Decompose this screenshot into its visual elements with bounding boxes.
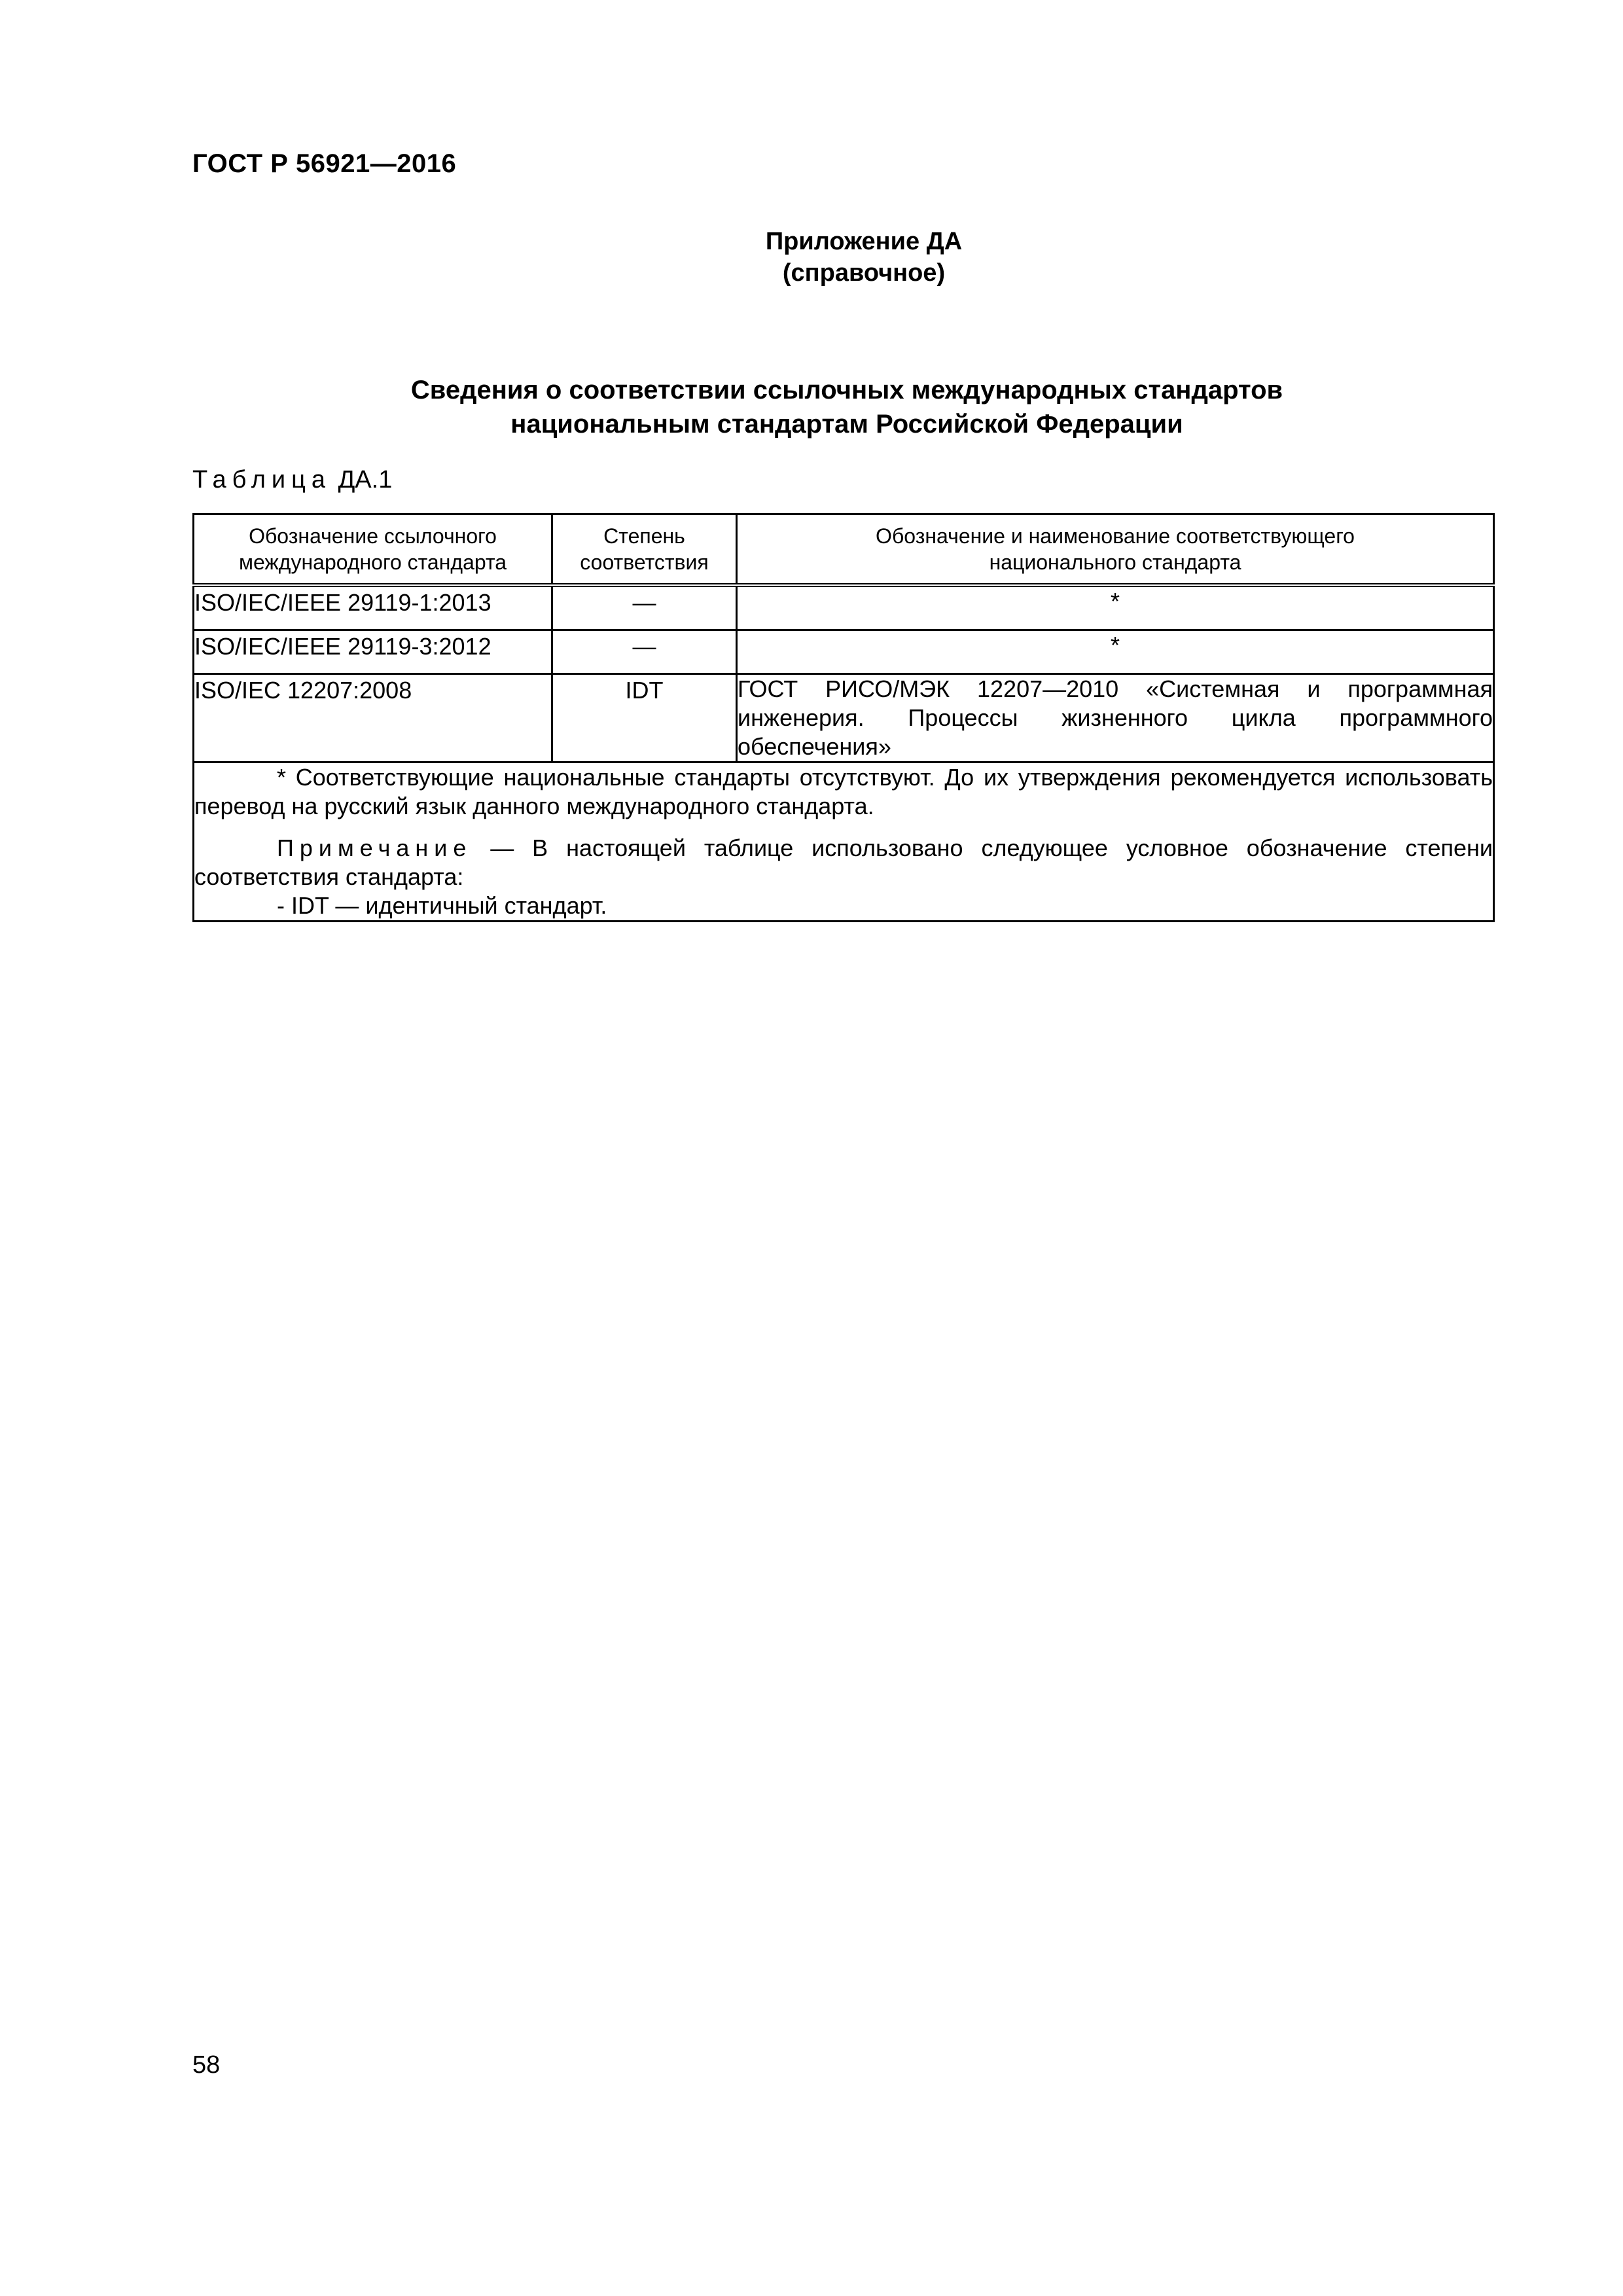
standards-correspondence-table xyxy=(192,513,1495,922)
section-title-line-2: национальным стандартам Российской Федерации xyxy=(510,410,1183,439)
cell-national-standard: * xyxy=(737,630,1494,674)
header-col3-line-2: национального стандарта xyxy=(989,550,1241,574)
note-item-idt: - IDT — идентичный стандарт. xyxy=(277,892,607,919)
header-col1-line-2: международного стандарта xyxy=(238,550,507,574)
appendix-kind: (справочное) xyxy=(782,259,946,287)
cell-international-standard: ISO/IEC/IEEE 29119-1:2013 xyxy=(194,585,552,630)
cell-degree: IDT xyxy=(552,674,737,762)
header-col2-line-1: Степень xyxy=(603,524,685,548)
table-footnote-cell xyxy=(194,762,1494,922)
cell-degree: — xyxy=(552,585,737,630)
header-national-standard xyxy=(737,514,1494,586)
footnote-text: * Соответствующие национальные стандарты отсутствуют. До их утверждения рекомендуется использовать перевод на русский язык данного международного стандарта. xyxy=(194,764,1493,819)
table-caption-number: ДА.1 xyxy=(338,466,393,493)
cell-national-standard: ГОСТ РИСО/МЭК 12207—2010 «Системная и программная инженерия. Процессы жизненного цикла программного обеспечения» xyxy=(737,674,1494,762)
table-footnote-row xyxy=(194,762,1494,922)
table-caption xyxy=(192,466,392,494)
header-col2-line-2: соответствия xyxy=(580,550,709,574)
note-label: Примечание xyxy=(277,834,473,861)
cell-international-standard: ISO/IEC/IEEE 29119-3:2012 xyxy=(194,630,552,674)
page-number: 58 xyxy=(192,2051,221,2079)
table-row xyxy=(194,630,1494,674)
table-row xyxy=(194,674,1494,762)
section-title-line-1: Сведения о соответствии ссылочных международных стандартов xyxy=(410,376,1283,404)
note-paragraph xyxy=(194,834,1493,891)
header-col3-line-1: Обозначение и наименование соответствующего xyxy=(876,524,1355,548)
appendix-title: Приложение ДА xyxy=(765,228,963,255)
cell-international-standard: ISO/IEC 12207:2008 xyxy=(194,674,552,762)
appendix-heading xyxy=(694,226,1034,289)
header-international-standard xyxy=(194,514,552,586)
table-header-row xyxy=(194,514,1494,586)
header-degree-of-correspondence xyxy=(552,514,737,586)
header-col1-line-1: Обозначение ссылочного xyxy=(249,524,497,548)
section-title xyxy=(192,373,1501,441)
note-text: — В настоящей таблице использовано следующее условное обозначение степени соответствия стандарта: xyxy=(194,834,1493,890)
cell-national-standard: * xyxy=(737,585,1494,630)
document-code: ГОСТ Р 56921—2016 xyxy=(192,149,457,178)
table-row xyxy=(194,585,1494,630)
cell-degree: — xyxy=(552,630,737,674)
table-caption-label: Таблица xyxy=(192,466,331,493)
